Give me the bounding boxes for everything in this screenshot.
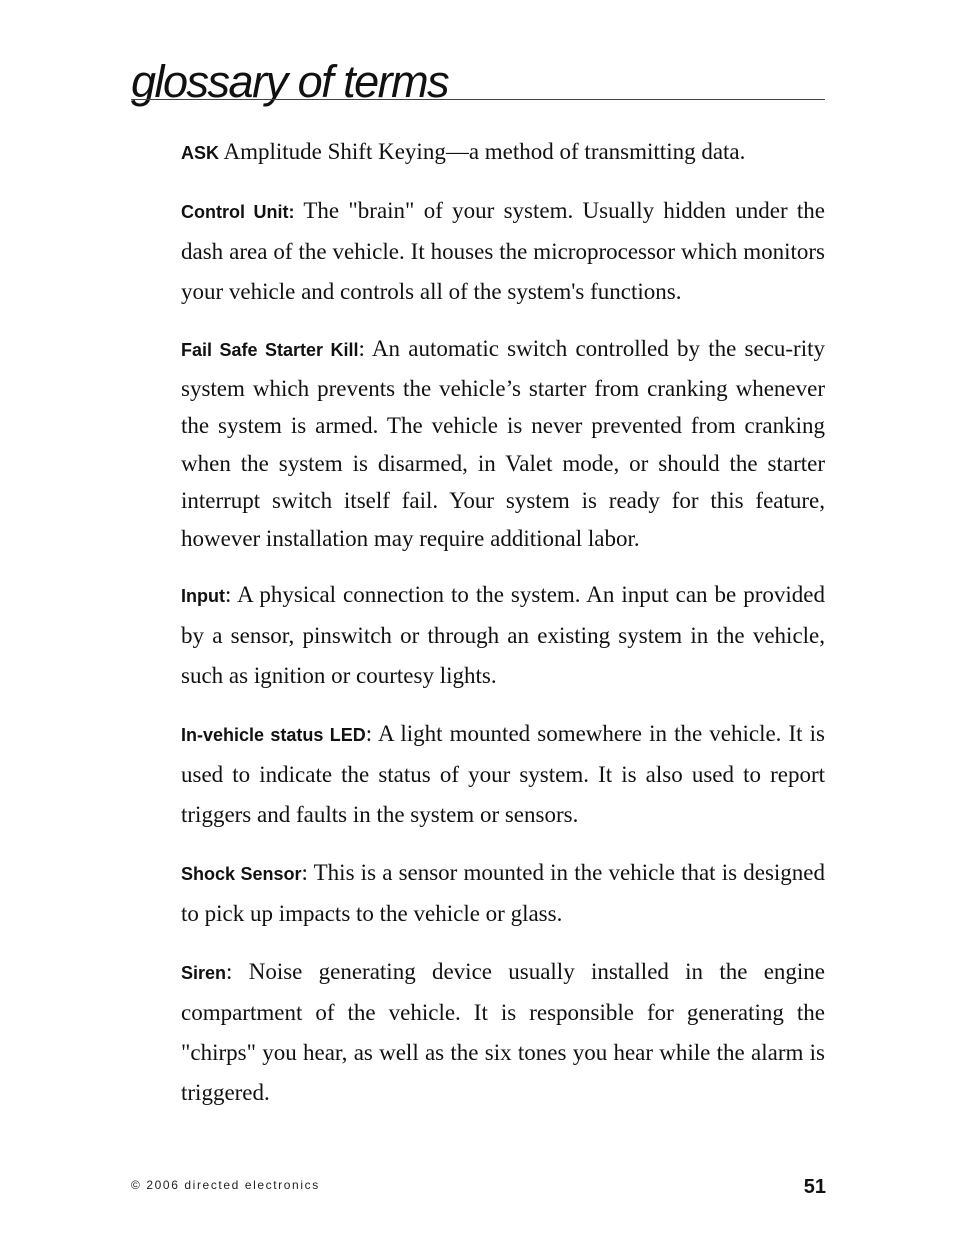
page-title: glossary of terms (131, 56, 449, 107)
term-separator: : (226, 959, 249, 984)
term-definition: Noise generating device usually installed in the engine compartment of the vehicle. It is responsible for generating the "chirps" you hear, as well as the six tones you hear while the alarm is triggered. (181, 959, 826, 1105)
term-definition: Amplitude Shift Keying—a method of transmitting data. (223, 139, 746, 164)
glossary-entry-ask (181, 132, 825, 173)
glossary-entry-input (181, 575, 825, 696)
term-separator: : (358, 336, 372, 361)
term-label: Fail Safe Starter Kill (181, 340, 359, 360)
term-label: Siren (181, 963, 227, 983)
footer-copyright: © 2006 directed electronics (131, 1178, 320, 1192)
term-definition: A physical connection to the system. An input can be provided by a sensor, pinswitch or through an existing system in the vehicle, such as ignition or courtesy lights. (181, 582, 825, 688)
term-label: ASK (181, 143, 220, 163)
term-label: Control Unit: (181, 202, 295, 222)
term-definition: The "brain" of your system. Usually hidden under the dash area of the vehicle. It houses the microprocessor which monitors your vehicle and controls all of the system's functions. (181, 198, 825, 304)
term-definition: A light mounted somewhere in the vehicle. It is used to indicate the status of your system. It is also used to report triggers and faults in the system or sensors. (181, 721, 825, 827)
term-definition: An automatic switch controlled by the secu-rity system which prevents the vehicle’s starter from cranking whenever the system is armed. The vehicle is never prevented from cranking when the system is disarmed, in Valet mode, or should the starter interrupt switch itself fail. Your system is ready for this feature, however installation may require additional labor. (181, 336, 825, 551)
glossary-entry-siren (181, 952, 825, 1113)
term-separator: : (365, 721, 378, 746)
glossary-entry-shock-sensor (181, 853, 825, 934)
glossary-entry-fail-safe-starter-kill (181, 330, 825, 557)
page-number: 51 (803, 1176, 826, 1198)
term-separator: : (301, 860, 314, 885)
glossary-entry-control-unit (181, 191, 825, 312)
term-label: Input (181, 586, 225, 606)
title-divider (131, 99, 825, 100)
term-label: In-vehicle status LED (181, 725, 366, 745)
term-separator: : (224, 582, 238, 607)
glossary-entry-in-vehicle-status-led (181, 714, 825, 835)
glossary-list (181, 132, 825, 1131)
term-definition: This is a sensor mounted in the vehicle that is designed to pick up impacts to the vehicle or glass. (181, 860, 825, 926)
term-label: Shock Sensor (181, 864, 302, 884)
